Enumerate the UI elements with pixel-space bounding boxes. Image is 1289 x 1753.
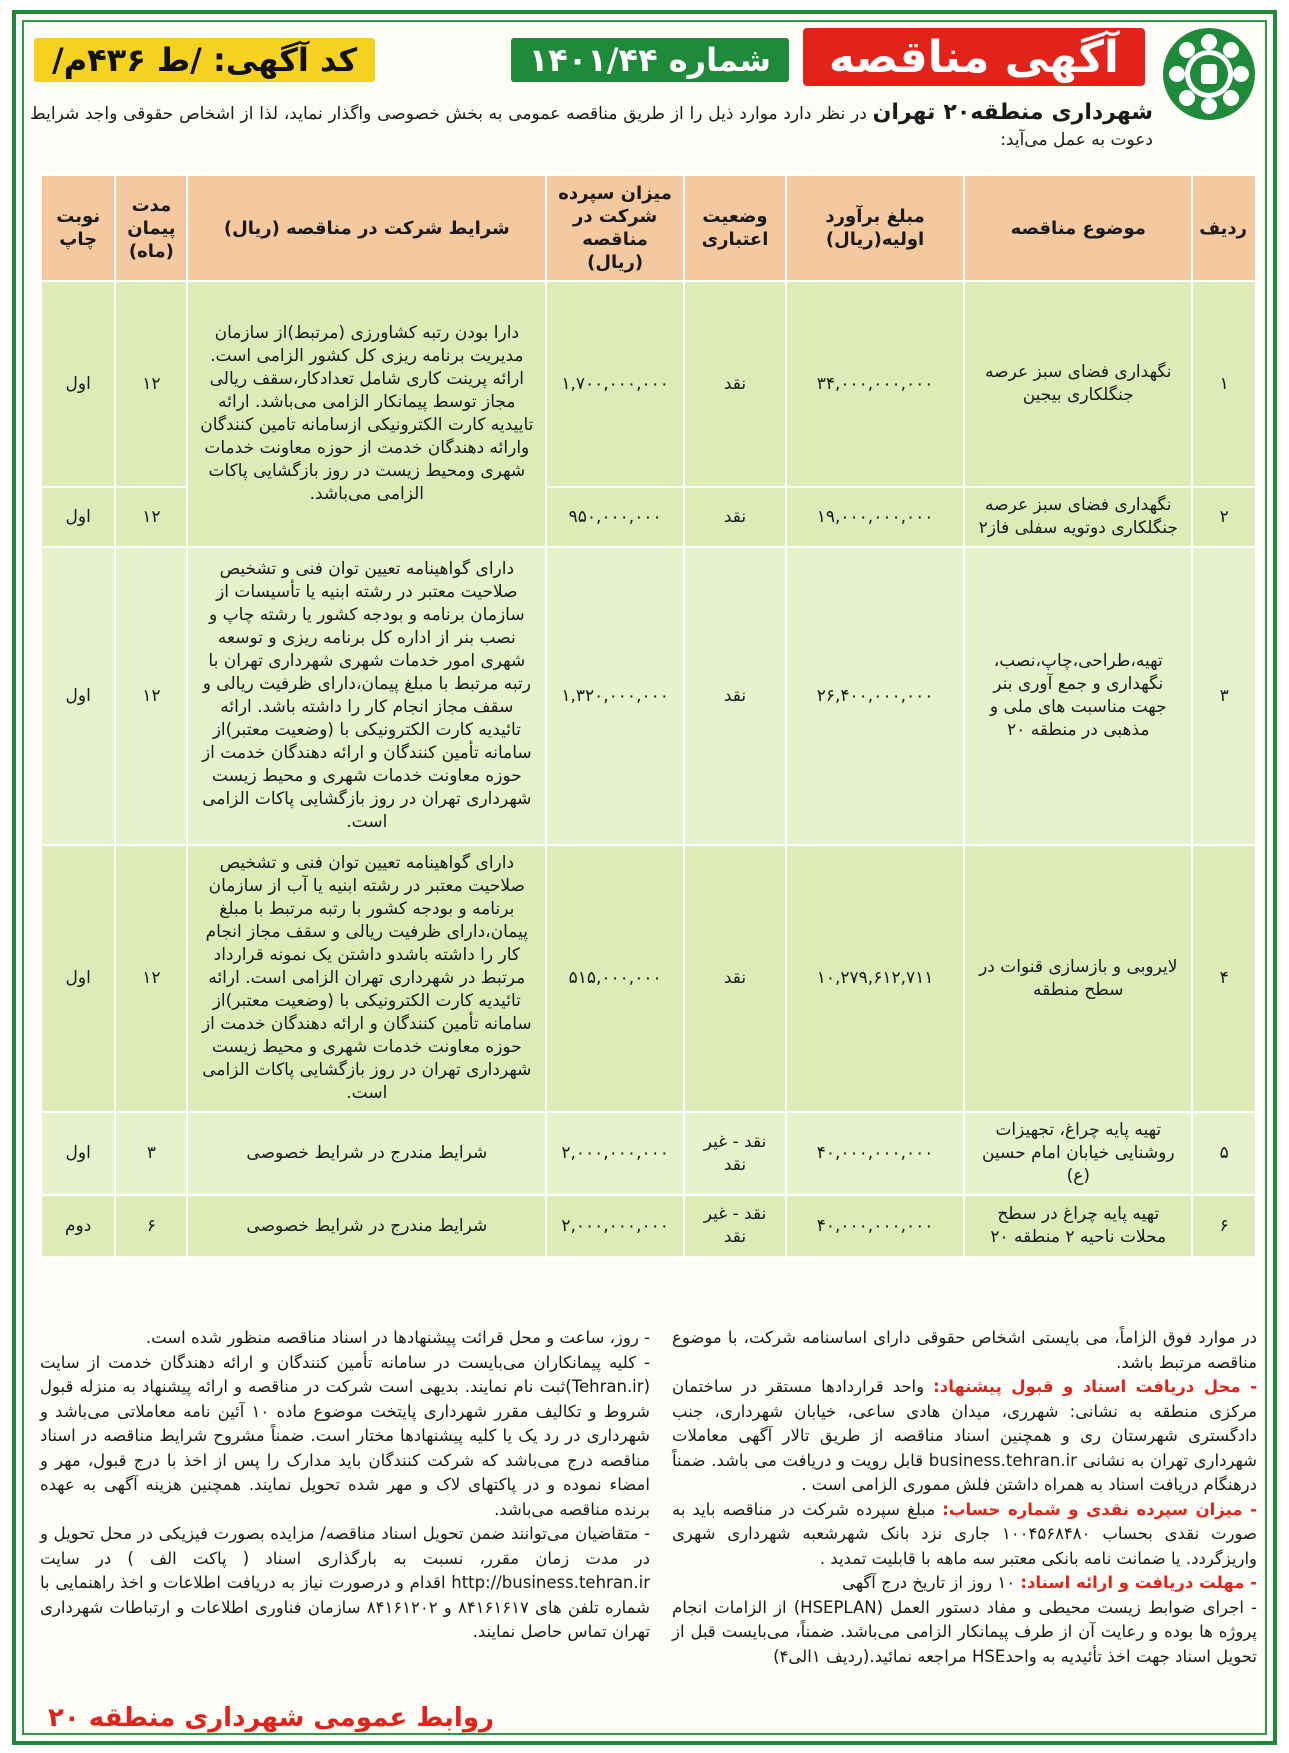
public-relations-signature: روابط عمومی شهرداری منطقه ۲۰ bbox=[48, 1702, 494, 1733]
note-paragraph: - کلیه پیمانکاران می‌بایست در سامانه تأمین کنندگان و ارائه دهندگان خدمت از سایت (Tehran.ir)ثبت نام نمایند. بدیهی است شرکت در مناقصه و ارائه پیشنهاد به منزله قبول شروط و تکالیف مقرر شهرداری پایتخت موضوع ماده ۱۰ آئین نامه معاملاتی می‌باشد و شهرداری در رد یک یا کلیه پیشنهادها مختار است. ضمناً مشروح شرایط مناقصه در اسناد مناقصه درج می‌باشد که شرکت کنندگان باید مدارک را پس از اخذ با درج قبول، مهر و امضاء نموده و در پاکتهای لاک و مهر شده تحویل نمایند. همچنین هزینه آگهی به عهده برنده مناقصه می‌باشد. bbox=[40, 1352, 650, 1519]
header-estimate: مبلغ برآورد اولیه(ریال) bbox=[786, 175, 964, 281]
cell-conditions: دارا بودن رتبه کشاورزی (مرتبط)از سازمان مدیریت برنامه ریزی کل کشور الزامی است. ارائه پرینت کاری شامل تعدادکار،سقف ریالی مجاز توسط پیمانکار الزامی می‌باشد. ارائه تاییدیه کارت الکترونیکی ازسامانه تامین کنندگان وارائه دهندگان خدمت از حوزه معاونت خدمات شهری ومحیط زیست در روز بازگشایی پاکات الزامی می‌باشد. bbox=[187, 281, 546, 547]
note-label: - محل دریافت اسناد و قبول پیشنهاد: bbox=[933, 1377, 1258, 1396]
notes-right-column bbox=[672, 1326, 1257, 1669]
header-deposit: میزان سپرده شرکت در مناقصه (ریال) bbox=[546, 175, 684, 281]
table-header-row bbox=[41, 175, 1256, 281]
advertisement-page bbox=[12, 10, 1277, 1745]
note-paragraph: - روز، ساعت و محل قرائت پیشنهادها در اسناد مناقصه منظور شده است. bbox=[145, 1328, 650, 1347]
cell-estimate: ۲۶,۴۰۰,۰۰۰,۰۰۰ bbox=[786, 547, 964, 845]
note-paragraph: - اجرای ضوابط زیست محیطی و مفاد دستور العمل (HSEPLAN) از الزامات انجام پروژه ها بوده و رعایت آن از طرف پیمانکار الزامی می‌باشد. ضمناً، می‌بایست قبل از تحویل اسناد جهت اخذ تأئیدیه به واحدHSE مراجعه نمائید.(ردیف ۱الی۴) bbox=[672, 1597, 1258, 1666]
tender-table bbox=[40, 174, 1257, 1258]
cell-estimate: ۱۰,۲۷۹,۶۱۲,۷۱۱ bbox=[786, 845, 964, 1112]
note-paragraph bbox=[672, 1375, 1257, 1498]
cell-deposit: ۲,۰۰۰,۰۰۰,۰۰۰ bbox=[546, 1112, 684, 1195]
intro-paragraph bbox=[30, 100, 1153, 153]
cell-estimate: ۴۰,۰۰۰,۰۰۰,۰۰۰ bbox=[786, 1195, 964, 1257]
header-duration: مدت پیمان (ماه) bbox=[115, 175, 187, 281]
cell-print: اول bbox=[41, 487, 115, 547]
note-text: مبلغ سپرده شرکت در مناقصه باید به صورت نقدی بحساب ۱۰۰۴۵۶۸۴۸۰ جاری نزد بانک شهرشعبه شهرداری شهری واریزگردد. یا ضمانت نامه بانکی معتبر سه ماهه با قابلیت تمدید . bbox=[672, 1499, 1257, 1568]
note-label: - مهلت دریافت و ارائه اسناد: bbox=[1020, 1573, 1257, 1592]
cell-credit: نقد bbox=[684, 547, 786, 845]
header-row-number: ردیف bbox=[1192, 175, 1256, 281]
cell-deposit: ۱,۷۰۰,۰۰۰,۰۰۰ bbox=[546, 281, 684, 487]
ad-code: کد آگهی: /ط ۴۳۶م/ bbox=[34, 38, 375, 82]
cell-conditions: دارای گواهینامه تعیین توان فنی و تشخیص صلاحیت معتبر در رشته ابنیه یا آب از سازمان برنامه و بودجه کشور با رتبه مرتبط با مبلغ پیمان،دارای ظرفیت ریالی و سقف مجاز انجام کار را داشته باشدو داشتن یک نمونه قرارداد مرتبط در شهرداری تهران الزامی است. ارائه تائیدیه کارت الکترونیکی با (وضعیت معتبر)از سامانه تأمین کنندگان و ارائه دهندگان خدمت از حوزه معاونت خدمات شهری و محیط زیست شهرداری تهران در روز بازگشایی پاکات الزامی است. bbox=[187, 845, 546, 1112]
tehran-municipality-logo-icon bbox=[1163, 28, 1255, 120]
cell-estimate: ۳۴,۰۰۰,۰۰۰,۰۰۰ bbox=[786, 281, 964, 487]
cell-row-number: ۱ bbox=[1192, 281, 1256, 487]
cell-row-number: ۶ bbox=[1192, 1195, 1256, 1257]
cell-row-number: ۴ bbox=[1192, 845, 1256, 1112]
cell-subject: تهیه،طراحی،چاپ،نصب، نگهداری و جمع آوری بنر جهت مناسبت های ملی و مذهبی در منطقه ۲۰ bbox=[964, 547, 1192, 845]
ad-number: شماره ۱۴۰۱/۴۴ bbox=[511, 38, 789, 82]
cell-print: اول bbox=[41, 281, 115, 487]
cell-conditions: شرایط مندرج در شرایط خصوصی bbox=[187, 1112, 546, 1195]
cell-duration: ۶ bbox=[115, 1195, 187, 1257]
cell-deposit: ۹۵۰,۰۰۰,۰۰۰ bbox=[546, 487, 684, 547]
table-row bbox=[41, 281, 1256, 487]
table-row bbox=[41, 1195, 1256, 1257]
cell-row-number: ۲ bbox=[1192, 487, 1256, 547]
cell-row-number: ۳ bbox=[1192, 547, 1256, 845]
cell-duration: ۱۲ bbox=[115, 547, 187, 845]
ad-title: آگهی مناقصه bbox=[803, 28, 1145, 86]
header-print: نوبت چاپ bbox=[41, 175, 115, 281]
cell-print: اول bbox=[41, 1112, 115, 1195]
cell-estimate: ۴۰,۰۰۰,۰۰۰,۰۰۰ bbox=[786, 1112, 964, 1195]
cell-subject: نگهداری فضای سبز عرصه جنگلکاری دوتویه سفلی فاز۲ bbox=[964, 487, 1192, 547]
cell-credit: نقد bbox=[684, 845, 786, 1112]
cell-subject: لایروبی و بازسازی قنوات در سطح منطقه bbox=[964, 845, 1192, 1112]
intro-text: در نظر دارد موارد ذیل را از طریق مناقصه عمومی به بخش خصوصی واگذار نماید، لذا از اشخاص حقوقی واجد شرایط دعوت به عمل می‌آید: bbox=[30, 104, 1153, 150]
note-paragraph: در موارد فوق الزاماً، می بایستی اشخاص حقوقی دارای اساسنامه شرکت، با موضوع مناقصه مرتبط باشد. bbox=[672, 1328, 1257, 1372]
cell-credit: نقد - غیر نقد bbox=[684, 1112, 786, 1195]
cell-deposit: ۲,۰۰۰,۰۰۰,۰۰۰ bbox=[546, 1195, 684, 1257]
cell-print: اول bbox=[41, 845, 115, 1112]
table-row bbox=[41, 1112, 1256, 1195]
cell-subject: نگهداری فضای سبز عرصه جنگلکاری بیجین bbox=[964, 281, 1192, 487]
note-paragraph: - متقاضیان می‌توانند ضمن تحویل اسناد مناقصه/ مزایده بصورت فیزیکی در محل تحویل و در مدت زمان مقرر، نسبت به بارگذاری اسناد ( پاکت الف ) در سایت http://business.tehran.ir اقدام و درصورت نیاز به دریافت اطلاعات و اخذ راهنمایی با شماره تلفن های ۸۴۱۶۱۶۱۷ و ۸۴۱۶۱۲۰۲ سازمان فناوری اطلاعات و ارتباطات شهرداری تهران تماس حاصل نمایند. bbox=[40, 1524, 650, 1641]
header bbox=[30, 24, 1259, 92]
note-label: - میزان سپرده نقدی و شماره حساب: bbox=[942, 1499, 1257, 1519]
note-paragraph bbox=[672, 1498, 1257, 1572]
table-row bbox=[41, 547, 1256, 845]
note-text: واحد قراردادها مستقر در ساختمان مرکزی منطقه به نشانی: شهرری، میدان هادی ساعی، خیابان شهرداری، جنب دادگستری شهرستان ری و همچنین اسناد مناقصه از طریق تالار آگهی معاملات شهرداری تهران به نشانی business.tehran.ir قابل رویت و دریافت می باشد. ضمناً درهنگام دریافت اسناد به همراه داشتن فلش مموری الزامی است . bbox=[672, 1377, 1257, 1494]
notes-left-column bbox=[40, 1326, 650, 1645]
cell-deposit: ۵۱۵,۰۰۰,۰۰۰ bbox=[546, 845, 684, 1112]
cell-duration: ۱۲ bbox=[115, 845, 187, 1112]
cell-deposit: ۱,۳۲۰,۰۰۰,۰۰۰ bbox=[546, 547, 684, 845]
cell-duration: ۱۲ bbox=[115, 281, 187, 487]
header-conditions: شرایط شرکت در مناقصه (ریال) bbox=[187, 175, 546, 281]
header-credit: وضعیت اعتباری bbox=[684, 175, 786, 281]
table-row bbox=[41, 845, 1256, 1112]
cell-credit: نقد bbox=[684, 281, 786, 487]
cell-estimate: ۱۹,۰۰۰,۰۰۰,۰۰۰ bbox=[786, 487, 964, 547]
cell-print: دوم bbox=[41, 1195, 115, 1257]
cell-subject: تهیه پایه چراغ، تجهیزات روشنایی خیابان امام حسین (ع) bbox=[964, 1112, 1192, 1195]
cell-credit: نقد - غیر نقد bbox=[684, 1195, 786, 1257]
note-text: ۱۰ روز از تاریخ درج آگهی bbox=[842, 1573, 1021, 1592]
organization-name: شهرداری منطقه۲۰ تهران bbox=[872, 100, 1154, 125]
header-subject: موضوع مناقصه bbox=[964, 175, 1192, 281]
cell-conditions: شرایط مندرج در شرایط خصوصی bbox=[187, 1195, 546, 1257]
cell-conditions: دارای گواهینامه تعیین توان فنی و تشخیص صلاحیت معتبر در رشته ابنیه یا تأسیسات از سازمان برنامه و بودجه کشور یا رشته چاپ و نصب بنر از اداره کل برنامه ریزی و توسعه شهری امور خدمات شهری شهرداری تهران با رتبه مرتبط با مبلغ پیمان،دارای ظرفیت ریالی و سقف مجاز انجام کار را داشته باشد. ارائه تائیدیه کارت الکترونیکی با (وضعیت معتبر)از سامانه تأمین کنندگان و ارائه دهندگان خدمت از حوزه معاونت خدمات شهری و محیط زیست شهرداری تهران در روز بازگشایی پاکات الزامی است. bbox=[187, 547, 546, 845]
cell-subject: تهیه پایه چراغ در سطح محلات ناحیه ۲ منطقه ۲۰ bbox=[964, 1195, 1192, 1257]
cell-credit: نقد bbox=[684, 487, 786, 547]
note-paragraph bbox=[672, 1571, 1257, 1596]
cell-print: اول bbox=[41, 547, 115, 845]
notes-section bbox=[40, 1326, 1257, 1736]
cell-duration: ۳ bbox=[115, 1112, 187, 1195]
cell-duration: ۱۲ bbox=[115, 487, 187, 547]
cell-row-number: ۵ bbox=[1192, 1112, 1256, 1195]
